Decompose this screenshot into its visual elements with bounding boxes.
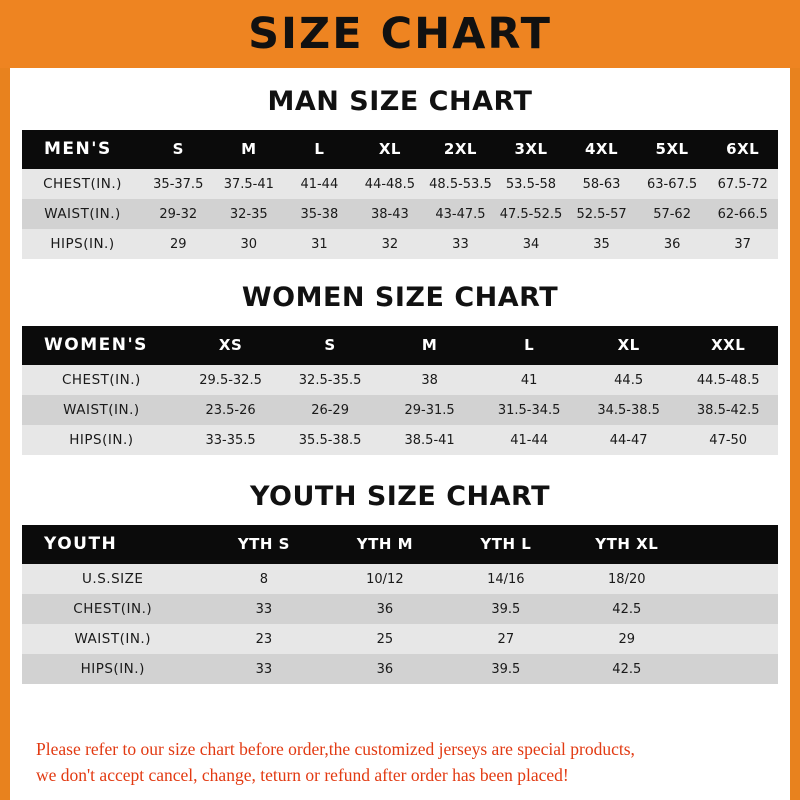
- column-header: YTH M: [324, 525, 445, 564]
- row-label: WAIST(IN.): [22, 199, 143, 229]
- table-row: [22, 229, 778, 259]
- cell-spacer: [687, 654, 778, 684]
- cell: 29-31.5: [380, 395, 480, 425]
- cell: 41: [479, 365, 579, 395]
- column-header: XL: [355, 130, 426, 169]
- column-header: XL: [579, 326, 679, 365]
- column-header: WOMEN'S: [22, 326, 181, 365]
- table-header-row: [22, 326, 778, 365]
- cell: 32.5-35.5: [280, 365, 380, 395]
- cell: 31: [284, 229, 355, 259]
- table-row: [22, 654, 778, 684]
- cell: 47-50: [678, 425, 778, 455]
- footer-note-line-1: Please refer to our size chart before order,the customized jerseys are special products,: [36, 739, 635, 760]
- cell: 33: [203, 594, 324, 624]
- banner: [0, 0, 800, 68]
- cell: 35: [566, 229, 637, 259]
- cell: 38: [380, 365, 480, 395]
- column-header: YOUTH: [22, 525, 203, 564]
- cell: 33: [425, 229, 496, 259]
- column-header: MEN'S: [22, 130, 143, 169]
- cell: 29-32: [143, 199, 214, 229]
- column-header: XS: [181, 326, 281, 365]
- cell-spacer: [687, 564, 778, 594]
- cell: 39.5: [445, 594, 566, 624]
- column-header: L: [284, 130, 355, 169]
- cell: 23: [203, 624, 324, 654]
- column-header: 4XL: [566, 130, 637, 169]
- row-label: HIPS(IN.): [22, 425, 181, 455]
- cell: 42.5: [566, 594, 687, 624]
- column-header: 5XL: [637, 130, 708, 169]
- cell: 38.5-42.5: [678, 395, 778, 425]
- cell: 35-38: [284, 199, 355, 229]
- cell: 35-37.5: [143, 169, 214, 199]
- man-size-chart-table: [22, 130, 778, 259]
- column-header: 3XL: [496, 130, 567, 169]
- column-header: 2XL: [425, 130, 496, 169]
- table-row: [22, 564, 778, 594]
- cell: 62-66.5: [707, 199, 778, 229]
- cell: 10/12: [324, 564, 445, 594]
- cell: 47.5-52.5: [496, 199, 567, 229]
- cell: 32: [355, 229, 426, 259]
- cell: 33-35.5: [181, 425, 281, 455]
- column-header: YTH XL: [566, 525, 687, 564]
- column-header: XXL: [678, 326, 778, 365]
- cell-spacer: [687, 624, 778, 654]
- footer-note-line-2: we don't accept cancel, change, teturn or refund after order has been placed!: [36, 764, 569, 785]
- cell: 44-48.5: [355, 169, 426, 199]
- cell: 37.5-41: [214, 169, 285, 199]
- cell: 41-44: [479, 425, 579, 455]
- women-size-chart-title: WOMEN SIZE CHART: [241, 282, 559, 313]
- column-header: M: [380, 326, 480, 365]
- cell: 41-44: [284, 169, 355, 199]
- cell: 43-47.5: [425, 199, 496, 229]
- cell: 44.5: [579, 365, 679, 395]
- banner-title: SIZE CHART: [248, 8, 552, 59]
- table-row: [22, 199, 778, 229]
- cell: 36: [637, 229, 708, 259]
- row-label: CHEST(IN.): [22, 365, 181, 395]
- cell: 29.5-32.5: [181, 365, 281, 395]
- column-header-spacer: [687, 525, 778, 564]
- cell: 14/16: [445, 564, 566, 594]
- cell: 38.5-41: [380, 425, 480, 455]
- table-row: [22, 594, 778, 624]
- cell: 30: [214, 229, 285, 259]
- cell: 29: [143, 229, 214, 259]
- cell: 39.5: [445, 654, 566, 684]
- cell: 35.5-38.5: [280, 425, 380, 455]
- youth-size-chart-title: YOUTH SIZE CHART: [249, 481, 551, 512]
- column-header: S: [143, 130, 214, 169]
- table-row: [22, 365, 778, 395]
- cell: 37: [707, 229, 778, 259]
- table-row: [22, 624, 778, 654]
- footer-note: [22, 727, 778, 800]
- cell: 26-29: [280, 395, 380, 425]
- column-header: YTH S: [203, 525, 324, 564]
- column-header: YTH L: [445, 525, 566, 564]
- cell: 34.5-38.5: [579, 395, 679, 425]
- cell: 48.5-53.5: [425, 169, 496, 199]
- column-header: 6XL: [707, 130, 778, 169]
- cell: 33: [203, 654, 324, 684]
- cell: 44-47: [579, 425, 679, 455]
- cell: 18/20: [566, 564, 687, 594]
- cell: 31.5-34.5: [479, 395, 579, 425]
- content: [10, 68, 790, 800]
- cell: 44.5-48.5: [678, 365, 778, 395]
- cell-spacer: [687, 594, 778, 624]
- cell: 25: [324, 624, 445, 654]
- row-label: WAIST(IN.): [22, 395, 181, 425]
- cell: 53.5-58: [496, 169, 567, 199]
- women-size-chart-table: [22, 326, 778, 455]
- cell: 32-35: [214, 199, 285, 229]
- table-row: [22, 395, 778, 425]
- table-header-row: [22, 130, 778, 169]
- table-header-row: [22, 525, 778, 564]
- table-row: [22, 425, 778, 455]
- row-label: HIPS(IN.): [22, 654, 203, 684]
- cell: 36: [324, 594, 445, 624]
- column-header: L: [479, 326, 579, 365]
- man-size-chart-title: MAN SIZE CHART: [267, 86, 533, 117]
- row-label: HIPS(IN.): [22, 229, 143, 259]
- cell: 27: [445, 624, 566, 654]
- youth-size-chart-table: [22, 525, 778, 684]
- cell: 38-43: [355, 199, 426, 229]
- cell: 63-67.5: [637, 169, 708, 199]
- cell: 42.5: [566, 654, 687, 684]
- row-label: U.S.SIZE: [22, 564, 203, 594]
- cell: 58-63: [566, 169, 637, 199]
- cell: 52.5-57: [566, 199, 637, 229]
- row-label: CHEST(IN.): [22, 594, 203, 624]
- cell: 57-62: [637, 199, 708, 229]
- cell: 36: [324, 654, 445, 684]
- row-label: WAIST(IN.): [22, 624, 203, 654]
- cell: 23.5-26: [181, 395, 281, 425]
- table-row: [22, 169, 778, 199]
- cell: 67.5-72: [707, 169, 778, 199]
- cell: 34: [496, 229, 567, 259]
- cell: 29: [566, 624, 687, 654]
- column-header: M: [214, 130, 285, 169]
- cell: 8: [203, 564, 324, 594]
- column-header: S: [280, 326, 380, 365]
- row-label: CHEST(IN.): [22, 169, 143, 199]
